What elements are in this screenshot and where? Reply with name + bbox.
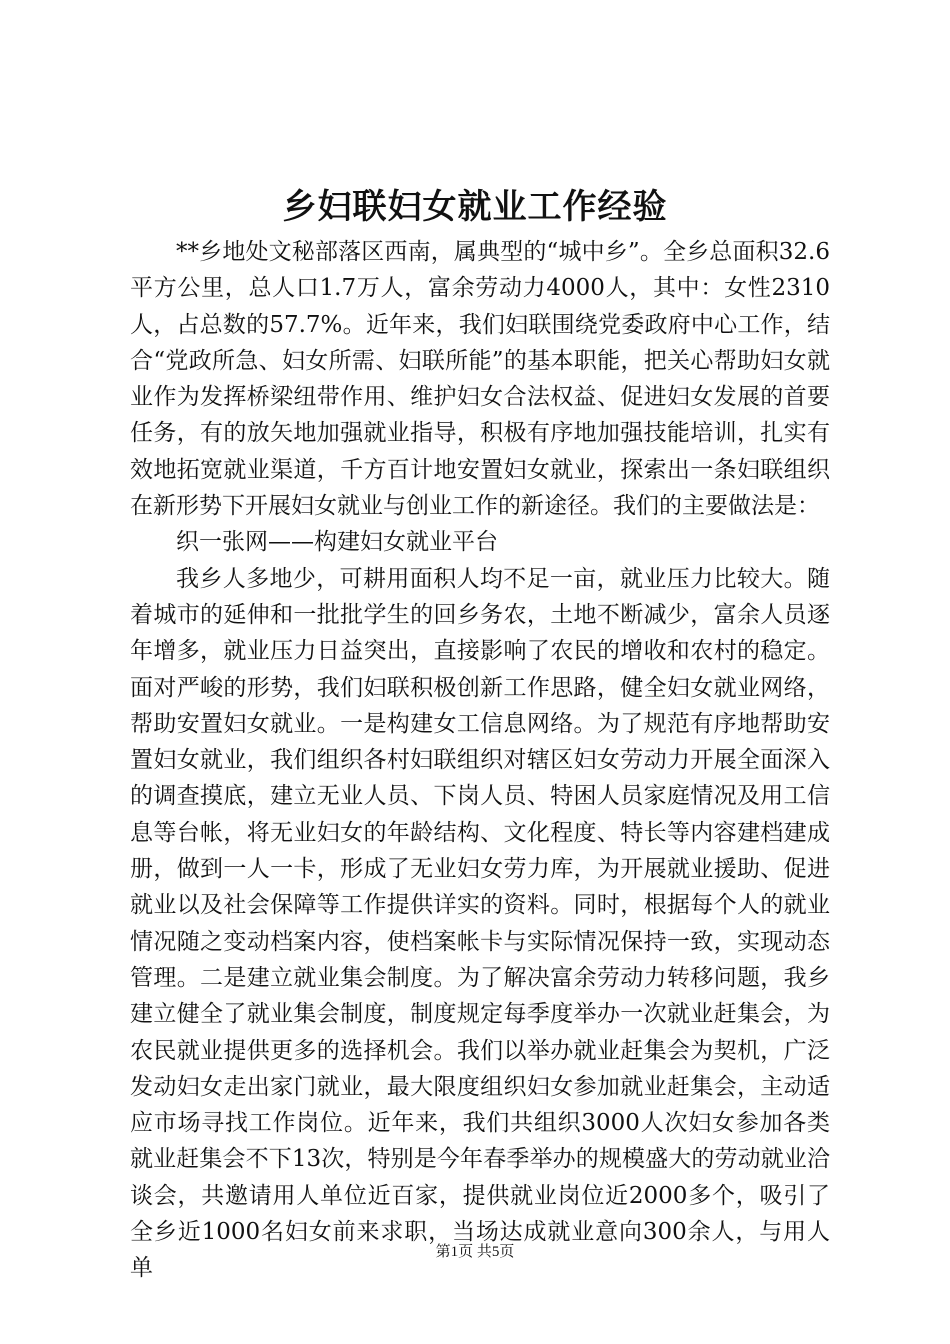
body-paragraph: 我乡人多地少，可耕用面积人均不足一亩，就业压力比较大。随着城市的延伸和一批批学生的回乡务农，土地不断减少，富余人员逐年增多，就业压力日益突出，直接影响了农民的增收和农村的稳定。面对严峻的形势，我们妇联积极创新工作思路，健全妇女就业网络，帮助安置妇女就业。一是构建女工信息网络。为了规范有序地帮助安置妇女就业，我们组织各村妇联组织对辖区妇女劳动力开展全面深入的调查摸底，建立无业人员、下岗人员、特困人员家庭情况及用工信息等台帐，将无业妇女的年龄结构、文化程度、特长等内容建档建成册，做到一人一卡，形成了无业妇女劳力库，为开展就业援助、促进就业以及社会保障等工作提供详实的资料。同时，根据每个人的就业情况随之变动档案内容，使档案帐卡与实际情况保持一致，实现动态管理。二是建立就业集会制度。为了解决富余劳动力转移问题，我乡建立健全了就业集会制度，制度规定每季度举办一次就业赶集会，为农民就业提供更多的选择机会。我们以举办就业赶集会为契机，广泛发动妇女走出家门就业，最大限度组织妇女参加就业赶集会，主动适应市场寻找工作岗位。近年来，我们共组织3000人次妇女参加各类就业赶集会不下13次，特别是今年春季举办的规模盛大的劳动就业洽谈会，共邀请用人单位近百家，提供就业岗位近2000多个，吸引了全乡近1000名妇女前来求职，当场达成就业意向300余人，与用人单 (130, 565, 830, 1282)
page-number-footer: 第1页 共5页 (435, 1244, 515, 1260)
section-heading: 织一张网——构建妇女就业平台 (176, 529, 498, 556)
intro-paragraph: **乡地处文秘部落区西南，属典型的“城中乡”。全乡总面积32.6平方公里，总人口1.7万人，富余劳动力4000人，其中：女性2310人，占总数的57.7%。近年来，我们妇联围绕党委政府中心工作，结合“党政所急、妇女所需、妇联所能”的基本职能，把关心帮助妇女就业作为发挥桥梁纽带作用、维护妇女合法权益、促进妇女发展的首要任务，有的放矢地加强就业指导，积极有序地加强技能培训，扎实有效地拓宽就业渠道，千方百计地安置妇女就业，探索出一条妇联组织在新形势下开展妇女就业与创业工作的新途径。我们的主要做法是： (130, 239, 830, 520)
document-body (130, 234, 830, 1287)
document-title: 乡妇联妇女就业工作经验 (282, 187, 668, 227)
